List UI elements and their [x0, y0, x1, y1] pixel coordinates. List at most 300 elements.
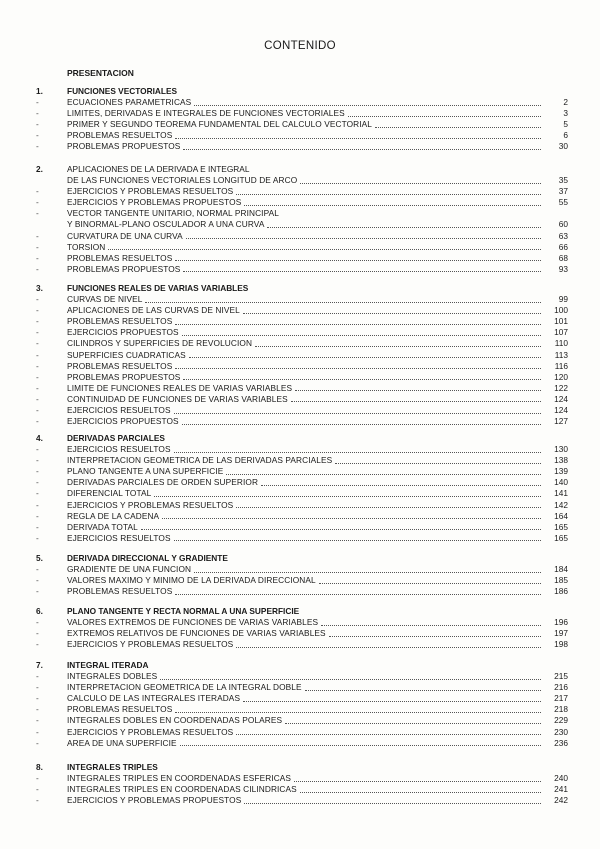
toc-entry[interactable]: [36, 500, 568, 511]
toc-entry[interactable]: [36, 727, 568, 738]
entry-title: CONTINUIDAD DE FUNCIONES DE VARIAS VARIABLES: [67, 393, 288, 404]
entry-title: PLANO TANGENTE A UNA SUPERFICIE: [67, 466, 224, 477]
entry-body: [67, 108, 544, 119]
entry-title: EXTREMOS RELATIVOS DE FUNCIONES DE VARIAS VARIABLES: [67, 628, 326, 639]
dot-leader: [175, 137, 541, 139]
toc-entry[interactable]: [36, 253, 568, 264]
entry-bullet: -: [36, 488, 39, 499]
entry-title: VALORES MAXIMO Y MINIMO DE LA DERIVADA DIRECCIONAL: [67, 575, 316, 586]
entry-body: [67, 738, 544, 749]
toc-entry[interactable]: [36, 704, 568, 715]
entry-bullet: -: [36, 455, 39, 466]
entry-body: [67, 727, 544, 738]
entry-body: [67, 350, 544, 361]
toc-section: [36, 164, 568, 275]
page-number: 107: [554, 327, 568, 338]
dot-leader: [236, 193, 541, 195]
entry-body: [67, 361, 544, 372]
entry-title: PROBLEMAS RESUELTOS: [67, 704, 173, 715]
section-heading: [36, 606, 568, 617]
page-number: 242: [554, 795, 568, 806]
entry-title: PRIMER Y SEGUNDO TEOREMA FUNDAMENTAL DEL CALCULO VECTORIAL: [67, 119, 373, 130]
toc-entry[interactable]: [36, 682, 568, 693]
entry-body: [67, 197, 544, 208]
entry-bullet: -: [36, 263, 39, 274]
toc-entry[interactable]: [36, 444, 568, 455]
entry-title: DERIVADAS PARCIALES DE ORDEN SUPERIOR: [67, 477, 259, 488]
page-number: 185: [554, 575, 568, 586]
entry-bullet: -: [36, 575, 39, 586]
section-number: 5.: [36, 553, 43, 563]
toc-entry[interactable]: [36, 242, 568, 253]
dot-leader: [243, 312, 541, 314]
toc-entry[interactable]: [36, 175, 568, 186]
entry-body: [67, 715, 544, 726]
dot-leader: [160, 678, 541, 680]
entry-body: [67, 444, 544, 455]
dot-leader: [261, 484, 541, 486]
dot-leader: [285, 722, 541, 724]
page-number: 215: [554, 671, 568, 682]
page-number: 216: [554, 682, 568, 693]
entry-title: EJERCICIOS PROPUESTOS: [67, 416, 179, 427]
entry-body: [67, 416, 544, 427]
entry-body: [67, 327, 544, 338]
entry-bullet: -: [36, 682, 39, 693]
entry-title: PROBLEMAS RESUELTOS: [67, 252, 173, 263]
page-number: 110: [554, 338, 568, 349]
entry-bullet: -: [36, 338, 39, 349]
entry-bullet: -: [36, 704, 39, 715]
entry-bullet: -: [36, 737, 39, 748]
section-number: 6.: [36, 606, 43, 616]
toc-entry[interactable]: [36, 372, 568, 383]
toc-section: [36, 606, 568, 650]
section-title: DERIVADA DIRECCIONAL Y GRADIENTE: [67, 553, 228, 563]
toc-entry[interactable]: [36, 715, 568, 726]
dot-leader: [244, 802, 541, 804]
toc-section: [36, 553, 568, 597]
page-number: 127: [554, 416, 568, 427]
dot-leader: [244, 204, 541, 206]
entry-body: [67, 466, 544, 477]
entry-title: EJERCICIOS Y PROBLEMAS PROPUESTOS: [67, 795, 242, 806]
dot-leader: [329, 635, 541, 637]
dot-leader: [194, 571, 541, 573]
entry-body: [67, 455, 544, 466]
entry-body: [67, 575, 544, 586]
entry-title: PROBLEMAS RESUELTOS: [67, 360, 173, 371]
toc-entry[interactable]: [36, 141, 568, 152]
toc-entry[interactable]: [36, 564, 568, 575]
entry-bullet: -: [36, 119, 39, 130]
entry-title: EJERCICIOS Y PROBLEMAS RESUELTOS: [67, 186, 234, 197]
page-number: 142: [554, 499, 568, 510]
entry-body: [67, 639, 544, 650]
page-number: 100: [554, 305, 568, 316]
section-heading: [36, 164, 568, 175]
entry-body: [67, 564, 544, 575]
dot-leader: [300, 791, 541, 793]
toc-entry[interactable]: [36, 575, 568, 586]
page-number: 30: [558, 141, 568, 152]
section-heading: [36, 762, 568, 773]
page-number: 63: [558, 230, 568, 241]
section-heading: [36, 433, 568, 444]
toc-entry[interactable]: [36, 671, 568, 682]
entry-title: SUPERFICIES CUADRATICAS: [67, 349, 186, 360]
page-number: 120: [554, 371, 568, 382]
entry-body: [67, 628, 544, 639]
toc-entry[interactable]: [36, 628, 568, 639]
entry-bullet: -: [36, 393, 39, 404]
entry-bullet: -: [36, 141, 39, 152]
entry-body: [67, 533, 544, 544]
entry-title: EJERCICIOS RESUELTOS: [67, 405, 171, 416]
entry-body: [67, 305, 544, 316]
entry-title: INTEGRALES TRIPLES EN COORDENADAS ESFERICAS: [67, 773, 292, 784]
entry-bullet: -: [36, 564, 39, 575]
page-number: 116: [554, 360, 568, 371]
entry-bullet: -: [36, 510, 39, 521]
entry-bullet: -: [36, 371, 39, 382]
toc-entry[interactable]: [36, 477, 568, 488]
entry-body: [67, 208, 544, 219]
entry-title: DIFERENCIAL TOTAL: [67, 488, 152, 499]
toc-entry[interactable]: [36, 108, 568, 119]
entry-bullet: -: [36, 305, 39, 316]
entry-bullet: -: [36, 773, 39, 784]
entry-title: APLICACIONES DE LAS CURVAS DE NIVEL: [67, 305, 240, 316]
toc-entry[interactable]: [36, 394, 568, 405]
entry-bullet: -: [36, 349, 39, 360]
page-number: 139: [554, 466, 568, 477]
entry-bullet: -: [36, 444, 39, 455]
entry-bullet: -: [36, 327, 39, 338]
entry-body: [67, 264, 544, 275]
entry-body: [67, 383, 544, 394]
entry-body: [67, 186, 544, 197]
dot-leader: [175, 593, 541, 595]
page-number: 68: [558, 252, 568, 263]
section-title: INTEGRALES TRIPLES: [67, 762, 158, 772]
toc-entry[interactable]: [36, 455, 568, 466]
dot-leader: [291, 400, 541, 402]
entry-body: [67, 477, 544, 488]
dot-leader: [375, 126, 541, 128]
entry-bullet: -: [36, 108, 39, 119]
section-number: 8.: [36, 762, 43, 772]
toc-entry[interactable]: [36, 511, 568, 522]
entry-title: EJERCICIOS Y PROBLEMAS RESUELTOS: [67, 639, 234, 650]
toc-entry[interactable]: [36, 264, 568, 275]
toc-entry[interactable]: [36, 738, 568, 749]
page-number: 184: [554, 564, 568, 575]
entry-bullet: -: [36, 382, 39, 393]
entry-title: EJERCICIOS RESUELTOS: [67, 532, 171, 543]
toc-entry[interactable]: [36, 586, 568, 597]
entry-title: PROBLEMAS PROPUESTOS: [67, 263, 181, 274]
entry-bullet: -: [36, 230, 39, 241]
entry-title: EJERCICIOS Y PROBLEMAS PROPUESTOS: [67, 197, 242, 208]
dot-leader: [108, 248, 541, 250]
entry-bullet: -: [36, 241, 39, 252]
toc-entry[interactable]: [36, 522, 568, 533]
dot-leader: [145, 301, 541, 303]
dot-leader: [236, 733, 541, 735]
toc-entry[interactable]: [36, 294, 568, 305]
entry-body: [67, 784, 544, 795]
toc-entry[interactable]: [36, 327, 568, 338]
entry-title: ECUACIONES PARAMETRICAS: [67, 97, 192, 108]
dot-leader: [189, 356, 541, 358]
dot-leader: [154, 495, 541, 497]
dot-leader: [236, 646, 541, 648]
page-number: 122: [554, 382, 568, 393]
page-number: 66: [558, 241, 568, 252]
dot-leader: [300, 182, 541, 184]
entry-body: [67, 500, 544, 511]
entry-title: PROBLEMAS RESUELTOS: [67, 586, 173, 597]
page-number: 196: [554, 617, 568, 628]
entry-title: VECTOR TANGENTE UNITARIO, NORMAL PRINCIPAL: [67, 208, 279, 219]
toc-entry[interactable]: [36, 197, 568, 208]
dot-leader: [226, 473, 541, 475]
page-number: 35: [558, 175, 568, 186]
entry-body: [67, 119, 544, 130]
entry-bullet: -: [36, 784, 39, 795]
toc-entry[interactable]: [36, 186, 568, 197]
page-number: 140: [554, 477, 568, 488]
page-number: 37: [558, 186, 568, 197]
page-number: 165: [554, 532, 568, 543]
toc-entry[interactable]: [36, 305, 568, 316]
entry-body: [67, 175, 544, 186]
entry-title: INTEGRALES TRIPLES EN COORDENADAS CILINDRICAS: [67, 784, 297, 795]
entry-title: LIMITES, DERIVADAS E INTEGRALES DE FUNCIONES VECTORIALES: [67, 108, 345, 119]
section-title: INTEGRAL ITERADA: [67, 660, 149, 670]
section-title: PLANO TANGENTE Y RECTA NORMAL A UNA SUPERFICIE: [67, 606, 300, 616]
section-heading: [36, 86, 568, 97]
entry-bullet: -: [36, 586, 39, 597]
entry-bullet: -: [36, 130, 39, 141]
entry-body: [67, 773, 544, 784]
toc-entry[interactable]: [36, 795, 568, 806]
toc-entry[interactable]: [36, 316, 568, 327]
section-heading: [36, 283, 568, 294]
entry-title: CURVAS DE NIVEL: [67, 294, 143, 305]
entry-bullet: -: [36, 477, 39, 488]
entry-title: EJERCICIOS RESUELTOS: [67, 444, 171, 455]
entry-body: [67, 338, 544, 349]
entry-body: [67, 141, 544, 152]
dot-leader: [175, 323, 541, 325]
dot-leader: [175, 711, 541, 713]
section-number: 7.: [36, 660, 43, 670]
dot-leader: [175, 259, 541, 261]
dot-leader: [236, 506, 541, 508]
dot-leader: [180, 744, 541, 746]
page-number: 113: [554, 349, 568, 360]
entry-bullet: -: [36, 208, 39, 219]
entry-title: INTERPRETACION GEOMETRICA DE LA INTEGRAL DOBLE: [67, 682, 302, 693]
entry-bullet: -: [36, 693, 39, 704]
dot-leader: [174, 539, 541, 541]
toc-entry[interactable]: [36, 231, 568, 242]
entry-bullet: -: [36, 628, 39, 639]
toc-entry[interactable]: [36, 405, 568, 416]
entry-body: [67, 316, 544, 327]
toc-entry[interactable]: [36, 350, 568, 361]
toc-entry[interactable]: [36, 361, 568, 372]
page-number: 60: [558, 219, 568, 230]
entry-body: [67, 219, 544, 230]
section-number: 3.: [36, 283, 43, 293]
page-number: 198: [554, 639, 568, 650]
toc-entry[interactable]: [36, 617, 568, 628]
entry-bullet: -: [36, 405, 39, 416]
entry-title: Y BINORMAL-PLANO OSCULADOR A UNA CURVA: [67, 219, 265, 230]
toc-entry[interactable]: [36, 488, 568, 499]
dot-leader: [243, 700, 541, 702]
entry-title: CILINDROS Y SUPERFICIES DE REVOLUCION: [67, 338, 253, 349]
dot-leader: [255, 345, 541, 347]
dot-leader: [183, 148, 541, 150]
entry-title: REGLA DE LA CADENA: [67, 510, 160, 521]
dot-leader: [182, 334, 541, 336]
entry-body: [67, 682, 544, 693]
toc-entry[interactable]: [36, 693, 568, 704]
page-number: 241: [554, 784, 568, 795]
dot-leader: [174, 412, 541, 414]
entry-title: AREA DE UNA SUPERFICIE: [67, 737, 177, 748]
dot-leader: [305, 689, 541, 691]
entry-bullet: -: [36, 360, 39, 371]
section-heading: [36, 553, 568, 564]
dot-leader: [141, 528, 541, 530]
entry-bullet: -: [36, 671, 39, 682]
page-number: 197: [554, 628, 568, 639]
entry-title: PROBLEMAS RESUELTOS: [67, 316, 173, 327]
toc-entry[interactable]: [36, 119, 568, 130]
entry-title: PROBLEMAS RESUELTOS: [67, 130, 173, 141]
toc-entry[interactable]: [36, 383, 568, 394]
toc-section: [36, 283, 568, 427]
toc-entry[interactable]: [36, 416, 568, 427]
page-number: 5: [563, 119, 568, 130]
section-number: 1.: [36, 86, 43, 96]
entry-bullet: -: [36, 617, 39, 628]
dot-leader: [194, 104, 541, 106]
section-heading: [36, 660, 568, 671]
entry-title: CALCULO DE LAS INTEGRALES ITERADAS: [67, 693, 241, 704]
entry-bullet: -: [36, 715, 39, 726]
entry-title: LIMITE DE FUNCIONES REALES DE VARIAS VARIABLES: [67, 382, 293, 393]
toc-entry[interactable]: [36, 97, 568, 108]
entry-body: [67, 671, 544, 682]
page-number: 217: [554, 693, 568, 704]
page-number: 229: [554, 715, 568, 726]
dot-leader: [186, 237, 541, 239]
dot-leader: [295, 389, 541, 391]
page-number: 186: [554, 586, 568, 597]
entry-body: [67, 617, 544, 628]
entry-body: [67, 130, 544, 141]
entry-bullet: -: [36, 186, 39, 197]
entry-title: DERIVADA TOTAL: [67, 521, 138, 532]
toc-entry[interactable]: [36, 533, 568, 544]
page-number: 218: [554, 704, 568, 715]
entry-title: INTEGRALES DOBLES: [67, 671, 158, 682]
dot-leader: [335, 462, 541, 464]
dot-leader: [175, 367, 541, 369]
entry-bullet: -: [36, 197, 39, 208]
toc-section: [36, 660, 568, 749]
entry-bullet: -: [36, 416, 39, 427]
page-number: 236: [554, 737, 568, 748]
toc-entry[interactable]: [36, 784, 568, 795]
section-number: 2.: [36, 164, 43, 174]
section-title: FUNCIONES REALES DE VARIAS VARIABLES: [67, 283, 249, 293]
entry-title: INTEGRALES DOBLES EN COORDENADAS POLARES: [67, 715, 283, 726]
section-title: FUNCIONES VECTORIALES: [67, 86, 178, 96]
toc-section: [36, 433, 568, 544]
entry-bullet: -: [36, 795, 39, 806]
entry-bullet: -: [36, 521, 39, 532]
entry-body: [67, 372, 544, 383]
toc-entry[interactable]: [36, 466, 568, 477]
toc-entry[interactable]: [36, 773, 568, 784]
dot-leader: [319, 582, 541, 584]
entry-body: [67, 405, 544, 416]
entry-body: [67, 231, 544, 242]
page-number: 165: [554, 521, 568, 532]
page-title: CONTENIDO: [264, 40, 336, 52]
entry-title: VALORES EXTREMOS DE FUNCIONES DE VARIAS VARIABLES: [67, 617, 319, 628]
entry-title: PROBLEMAS PROPUESTOS: [67, 141, 181, 152]
page-number: 138: [554, 455, 568, 466]
entry-title: DE LAS FUNCIONES VECTORIALES LONGITUD DE ARCO: [67, 175, 298, 186]
section-title: APLICACIONES DE LA DERIVADA E INTEGRAL: [67, 164, 250, 174]
entry-title: INTERPRETACION GEOMETRICA DE LAS DERIVADAS PARCIALES: [67, 455, 333, 466]
page-number: 101: [554, 316, 568, 327]
entry-bullet: -: [36, 466, 39, 477]
entry-title: EJERCICIOS PROPUESTOS: [67, 327, 179, 338]
page-number: 3: [563, 108, 568, 119]
dot-leader: [321, 624, 541, 626]
entry-body: [67, 294, 544, 305]
entry-title: EJERCICIOS Y PROBLEMAS RESUELTOS: [67, 726, 234, 737]
toc-entry[interactable]: [36, 208, 568, 219]
entry-body: [67, 97, 544, 108]
section-title: DERIVADAS PARCIALES: [67, 433, 165, 443]
entry-body: [67, 394, 544, 405]
toc-entry[interactable]: [36, 130, 568, 141]
toc-entry[interactable]: [36, 219, 568, 230]
entry-title: PROBLEMAS PROPUESTOS: [67, 371, 181, 382]
toc-section: [36, 762, 568, 806]
section-number: 4.: [36, 433, 43, 443]
page-number: 130: [554, 444, 568, 455]
entry-body: [67, 242, 544, 253]
dot-leader: [183, 270, 541, 272]
entry-body: [67, 586, 544, 597]
entry-bullet: -: [36, 97, 39, 108]
toc-entry[interactable]: [36, 338, 568, 349]
entry-title: GRADIENTE DE UNA FUNCION: [67, 564, 192, 575]
dot-leader: [162, 517, 541, 519]
toc-entry[interactable]: [36, 639, 568, 650]
